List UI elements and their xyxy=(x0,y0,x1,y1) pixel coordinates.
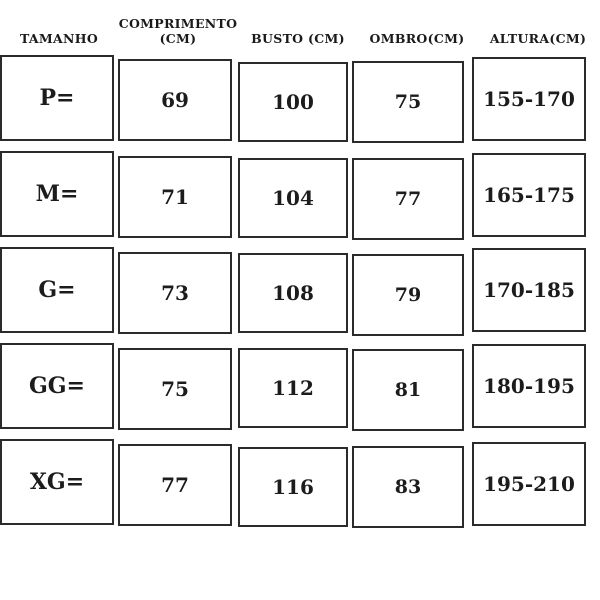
column-header-tamanho-label: TAMANHO xyxy=(19,30,99,46)
column-header-busto xyxy=(238,32,358,50)
table-header-row xyxy=(0,0,600,50)
cell-comprimento: 69 xyxy=(118,59,232,141)
cell-ombro: 77 xyxy=(352,158,464,240)
cell-altura: 195-210 xyxy=(472,442,586,526)
column-header-ombro xyxy=(358,32,476,50)
cell-tamanho: G= xyxy=(0,247,114,333)
table-row xyxy=(0,50,600,146)
cell-busto: 116 xyxy=(238,447,348,527)
cell-altura: 165-175 xyxy=(472,153,586,237)
cell-ombro: 75 xyxy=(352,61,464,143)
table-row xyxy=(0,434,600,530)
column-header-altura xyxy=(476,32,600,50)
cell-busto: 104 xyxy=(238,158,348,238)
cell-comprimento: 75 xyxy=(118,348,232,430)
cell-altura: 170-185 xyxy=(472,248,586,332)
cell-tamanho: GG= xyxy=(0,343,114,429)
cell-altura: 180-195 xyxy=(472,344,586,428)
column-header-comprimento-unit: (CM) xyxy=(159,31,197,46)
cell-tamanho: M= xyxy=(0,151,114,237)
cell-comprimento: 77 xyxy=(118,444,232,526)
column-header-ombro-label: OMBRO(CM) xyxy=(369,30,465,46)
cell-ombro: 79 xyxy=(352,254,464,336)
table-body xyxy=(0,50,600,530)
table-row xyxy=(0,338,600,434)
cell-busto: 112 xyxy=(238,348,348,428)
table-row xyxy=(0,242,600,338)
column-header-altura-label: ALTURA(CM) xyxy=(489,30,587,46)
cell-busto: 108 xyxy=(238,253,348,333)
cell-ombro: 83 xyxy=(352,446,464,528)
table-row xyxy=(0,146,600,242)
cell-tamanho: XG= xyxy=(0,439,114,525)
column-header-comprimento xyxy=(118,16,238,50)
column-header-comprimento-label: COMPRIMENTO xyxy=(118,16,238,31)
cell-comprimento: 73 xyxy=(118,252,232,334)
cell-ombro: 81 xyxy=(352,349,464,431)
cell-busto: 100 xyxy=(238,62,348,142)
column-header-busto-label: BUSTO (CM) xyxy=(251,30,345,46)
cell-tamanho: P= xyxy=(0,55,114,141)
cell-altura: 155-170 xyxy=(472,57,586,141)
column-header-tamanho xyxy=(0,32,118,50)
cell-comprimento: 71 xyxy=(118,156,232,238)
